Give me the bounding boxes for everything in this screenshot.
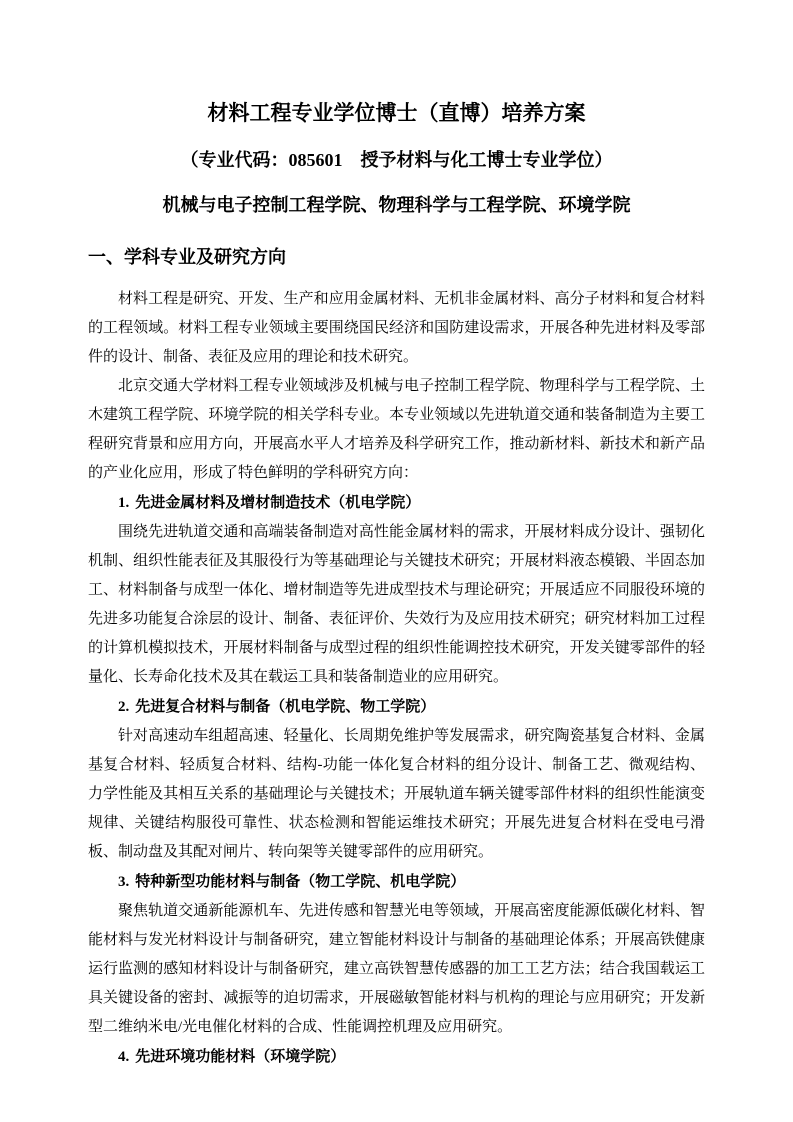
direction-1-number: 1. [118,494,130,511]
direction-1-heading [88,488,705,518]
document-colleges-line: 机械与电子控制工程学院、物理科学与工程学院、环境学院 [162,194,631,215]
direction-3-number: 3. [118,873,130,890]
direction-4-heading [88,1042,705,1072]
direction-1-title: 先进金属材料及增材制造技术（机电学院） [135,493,421,511]
intro-paragraph-2: 北京交通大学材料工程专业领域涉及机械与电子控制工程学院、物理科学与工程学院、土木建筑工程学院、环境学院的相关学科专业。本专业领域以先进轨道交通和装备制造为主要工程研究背景和应用方向，开展高水平人才培养及科学研究工作，推动新材料、新技术和新产品的产业化应用，形成了特色鲜明的学科研究方向： [88,377,705,481]
direction-3-body: 聚焦轨道交通新能源机车、先进传感和智慧光电等领域，开展高密度能源低碳化材料、智能材料与发光材料设计与制备研究，建立智能材料设计与制备的基础理论体系；开展高铁健康运行监测的感知材料设计与制备研究，建立高铁智慧传感器的加工工艺方法；结合我国载运工具关键设备的密封、减振等的迫切需求，开展磁敏智能材料与机构的理论与应用研究；开发新型二维纳米电/光电催化材料的合成、性能调控机理及应用研究。 [88,902,705,1035]
intro-paragraph-1: 材料工程是研究、开发、生产和应用金属材料、无机非金属材料、高分子材料和复合材料的工程领域。材料工程专业领域主要围绕国民经济和国防建设需求，开展各种先进材料及零部件的设计、制备、表征及应用的理论和技术研究。 [88,290,705,365]
direction-1-body: 围绕先进轨道交通和高端装备制造对高性能金属材料的需求，开展材料成分设计、强韧化机制、组织性能表征及其服役行为等基础理论与关键技术研究；开展材料液态模锻、半固态加工、材料制备与成型一体化、增材制造等先进成型技术与理论研究；开展适应不同服役环境的先进多功能复合涂层的设计、制备、表征评价、失效行为及应用技术研究；研究材料加工过程的计算机模拟技术，开展材料制备与成型过程的组织性能调控技术研究，开发关键零部件的轻量化、长寿命化技术及其在载运工具和装备制造业的应用研究。 [88,523,705,685]
document-title: 材料工程专业学位博士（直博）培养方案 [207,101,586,125]
section-heading: 一、学科专业及研究方向 [88,247,286,268]
direction-2-heading [88,692,705,722]
direction-2-body: 针对高速动车组超高速、轻量化、长周期免维护等发展需求，研究陶瓷基复合材料、金属基复合材料、轻质复合材料、结构-功能一体化复合材料的组分设计、制备工艺、微观结构、力学性能及其相互关系的基础理论与关键技术；开展轨道车辆关键零部件材料的组织性能演变规律、关键结构服役可靠性、状态检测和智能运维技术研究；开展先进复合材料在受电弓滑板、制动盘及其配对闸片、转向架等关键零部件的应用研究。 [88,727,705,860]
direction-2-number: 2. [118,698,130,715]
direction-3-title: 特种新型功能材料与制备（物工学院、机电学院） [135,872,466,890]
direction-3-heading [88,867,705,897]
direction-2-title: 先进复合材料与制备（机电学院、物工学院） [135,697,436,715]
document-subtitle: （专业代码：085601 授予材料与化工博士专业学位） [180,150,613,171]
direction-4-title: 先进环境功能材料（环境学院） [135,1047,346,1065]
direction-4-number: 4. [118,1048,130,1065]
